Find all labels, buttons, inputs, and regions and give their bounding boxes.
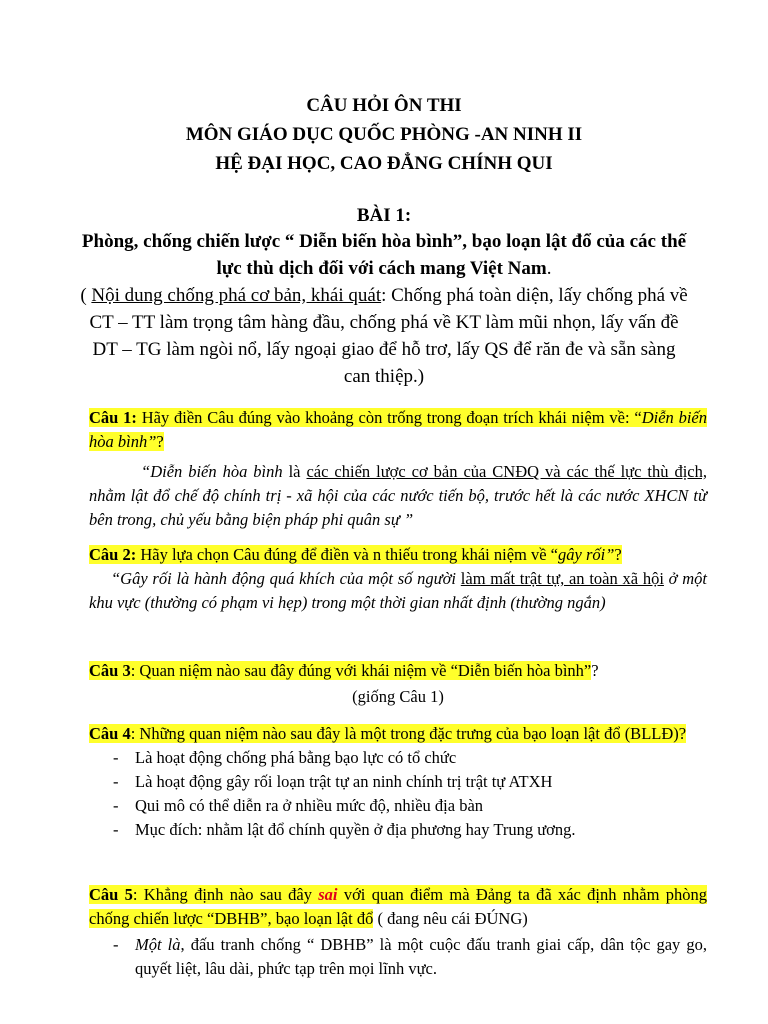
- question-5-prompt: [89, 883, 707, 931]
- question-5-label: Câu 5: [89, 885, 133, 904]
- lesson-note: [80, 282, 688, 390]
- question-3-label: Câu 3: [89, 661, 131, 680]
- question-2-term: gây rối”: [558, 545, 615, 564]
- doc-title-line-3: HỆ ĐẠI HỌC, CAO ĐẲNG CHÍNH QUI: [215, 153, 553, 174]
- answer-fill: làm mất trật tự, an toàn xã hội: [460, 569, 664, 588]
- question-4-label: Câu 4: [89, 724, 131, 743]
- doc-title-line-1: CÂU HỎI ÔN THI: [306, 95, 462, 116]
- lesson-title: [80, 228, 688, 282]
- question-3-end: ?: [591, 661, 599, 680]
- question-4-prompt: [89, 722, 707, 746]
- question-5-sai: sai: [318, 885, 338, 904]
- question-5-note: ( đang nêu cái ĐÚNG): [373, 909, 528, 928]
- question-5-text-a: : Khẳng định nào sau đây: [132, 885, 319, 904]
- lesson-note-label: Nội dung chống phá cơ bản, khái quát: [91, 285, 382, 306]
- question-1-label: Câu 1:: [89, 408, 137, 427]
- question-1-text: Hãy điền Câu đúng vào khoảng còn trống trong đoạn trích khái niệm về: “: [136, 408, 642, 427]
- lesson-note-text: : Chống phá toàn diện, lấy chống phá về CT – TT làm trọng tâm hàng đầu, chống phá về KT làm mũi nhọn, lấy vấn đề DT – TG làm ngòi nổ, lấy ngoại giao để hỗ trơ, lấy QS để răn đe và sẵn sàng can thiệp.): [89, 285, 688, 387]
- question-5: [89, 883, 707, 981]
- answer-is: là: [282, 462, 307, 481]
- list-item: - Là hoạt động chống phá bằng bạo lực có tổ chức: [89, 746, 707, 770]
- answer-rest: nhằm lật đổ chế độ chính trị - xã hội của các nước tiến bộ, trước hết là các nước XHCN từ bên trong, chủ yếu bằng biện pháp phi quân sự ”: [89, 486, 707, 529]
- question-2-text: Hãy lựa chọn Câu đúng để điền và n thiếu trong khái niệm về “: [136, 545, 559, 564]
- question-2: [89, 543, 707, 615]
- question-1: [89, 406, 707, 532]
- list-item: - Qui mô có thể diễn ra ở nhiều mức độ, nhiều địa bàn: [89, 794, 707, 818]
- answer-fill: các chiến lược cơ bản của CNĐQ và các thế lực thù địch,: [306, 462, 707, 481]
- question-2-end: ?: [614, 545, 622, 564]
- question-2-prompt: [89, 543, 707, 567]
- question-2-answer: [89, 567, 707, 615]
- answer-rest: ở một khu vực (thường có phạm vi hẹp) trong một thời gian nhất định (thường ngắn): [89, 569, 708, 612]
- question-2-label: Câu 2:: [89, 545, 137, 564]
- question-3: [89, 659, 707, 709]
- item-text: , đấu tranh chống “ DBHB” là một cuộc đấu tranh giai cấp, dân tộc gay go, quyết liệt, lâu dài, phức tạp trên mọi lĩnh vực.: [135, 935, 707, 978]
- question-1-answer: [89, 460, 707, 532]
- question-4-text: : Những quan niệm nào sau đây là một trong đặc trưng của bạo loạn lật đổ (BLLĐ)?: [130, 724, 687, 743]
- lesson-title-end: .: [546, 258, 552, 279]
- doc-title-line-2: MÔN GIÁO DỤC QUỐC PHÒNG -AN NINH II: [185, 124, 583, 145]
- question-4: [89, 722, 707, 842]
- question-1-end: ?: [156, 432, 164, 451]
- lesson-title-text: Phòng, chống chiến lược “ Diễn biến hòa bình”, bạo loạn lật đổ của các thế lực thù dịch đối với cách mang Việt Nam: [81, 231, 687, 279]
- lesson-label: BÀI 1:: [356, 205, 412, 226]
- question-5-options: [89, 933, 707, 981]
- list-item: [89, 933, 707, 981]
- answer-open: “Gây rối là hành động quá khích của một số người: [111, 569, 461, 588]
- list-item: - Là hoạt động gây rối loạn trật tự an ninh chính trị trật tự ATXH: [89, 770, 707, 794]
- answer-quote: “: [141, 462, 151, 481]
- question-4-options: [89, 746, 707, 842]
- question-3-ref: (giống Câu 1): [352, 687, 444, 706]
- lesson-block: [80, 228, 688, 390]
- question-5-text-b: với quan điểm mà Đảng ta đã xác định nhằm phòng chống chiến lược “DBHB”, bạo loạn lật đổ: [89, 885, 707, 928]
- answer-term: Diễn biến hòa bình: [150, 462, 283, 481]
- lesson-note-open: (: [80, 285, 92, 306]
- question-1-prompt: [89, 406, 707, 454]
- item-label: Một là: [135, 935, 181, 954]
- question-3-text: : Quan niệm nào sau đây đúng với khái niệm về “Diễn biến hòa bình”: [130, 661, 592, 680]
- question-3-prompt: [89, 659, 707, 683]
- question-1-term: Diễn biến hòa bình”: [89, 408, 708, 451]
- list-item: - Mục đích: nhằm lật đổ chính quyền ở địa phương hay Trung ương.: [89, 818, 707, 842]
